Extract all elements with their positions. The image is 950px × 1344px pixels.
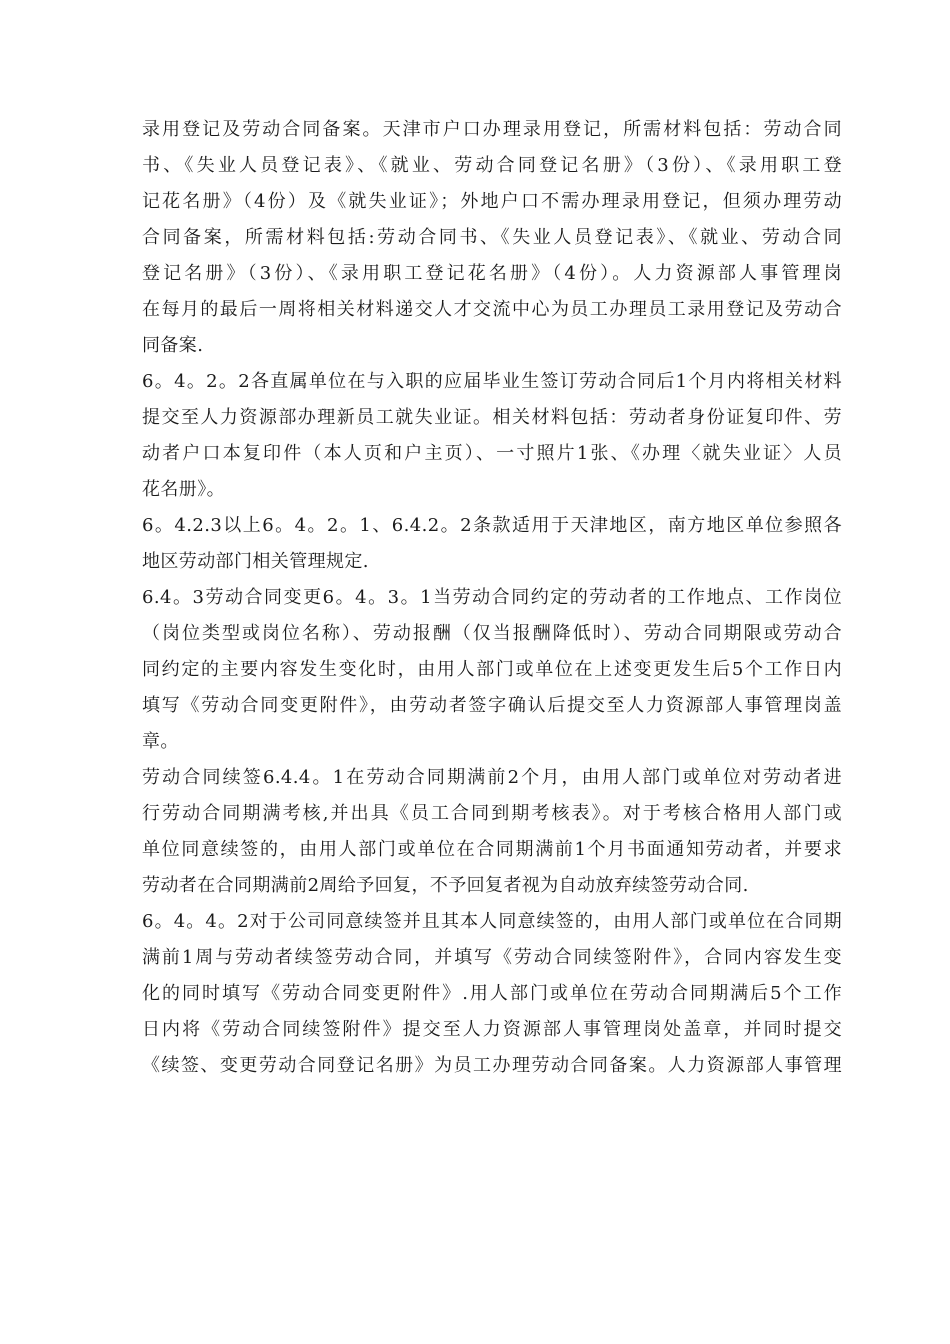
text-line: 提交至人力资源部办理新员工就失业证。相关材料包括：劳动者身份证复印件、劳 [142,407,842,428]
text-line: 书、《失业人员登记表》、《就业、劳动合同登记名册》（3份）、《录用职工登 [142,155,842,176]
paragraph-6-4-2-2 [142,364,842,508]
paragraph-6-4-3-contract-change [142,580,842,760]
paragraph-6-4-4-2 [142,904,842,1084]
text-line: 6.4。3劳动合同变更6。4。3。1当劳动合同约定的劳动者的工作地点、工作岗位 [142,587,842,608]
text-line: 满前1周与劳动者续签劳动合同，并填写《劳动合同续签附件》，合同内容发生变 [142,947,842,968]
text-line: 同备案. [142,335,204,356]
text-line: 单位同意续签的，由用人部门或单位在合同期满前1个月书面通知劳动者，并要求 [142,839,842,860]
paragraph-contract-renewal [142,760,842,904]
text-line: 记花名册》（4份）及《就失业证》；外地户口不需办理录用登记，但须办理劳动 [142,191,842,212]
text-line: 录用登记及劳动合同备案。天津市户口办理录用登记，所需材料包括：劳动合同 [142,119,842,140]
text-line: 地区劳动部门相关管理规定. [142,551,369,572]
text-line: （岗位类型或岗位名称）、劳动报酬（仅当报酬降低时）、劳动合同期限或劳动合 [142,623,842,644]
text-line: 登记名册》（3份）、《录用职工登记花名册》（4份）。人力资源部人事管理岗 [142,263,842,284]
text-line: 劳动者在合同期满前2周给予回复，不予回复者视为自动放弃续签劳动合同. [142,875,749,896]
text-line: 《续签、变更劳动合同登记名册》为员工办理劳动合同备案。人力资源部人事管理 [142,1055,842,1076]
text-line: 同约定的主要内容发生变化时，由用人部门或单位在上述变更发生后5个工作日内 [142,659,842,680]
text-line: 在每月的最后一周将相关材料递交人才交流中心为员工办理员工录用登记及劳动合 [142,299,842,320]
document-body [142,112,842,1084]
text-line: 化的同时填写《劳动合同变更附件》.用人部门或单位在劳动合同期满后5个工作 [142,983,842,1004]
text-line: 日内将《劳动合同续签附件》提交至人力资源部人事管理岗处盖章，并同时提交 [142,1019,842,1040]
text-line: 章。 [142,731,179,752]
text-line: 6。4。4。2对于公司同意续签并且其本人同意续签的，由用人部门或单位在合同期 [142,911,842,932]
text-line: 花名册》。 [142,479,225,500]
paragraph-recording-registration [142,112,842,364]
text-line: 劳动合同续签6.4.4。1在劳动合同期满前2个月，由用人部门或单位对劳动者进 [142,767,842,788]
text-line: 行劳动合同期满考核,并出具《员工合同到期考核表》。对于考核合格用人部门或 [142,803,842,824]
text-line: 6。4。2。2各直属单位在与入职的应届毕业生签订劳动合同后1个月内将相关材料 [142,371,842,392]
paragraph-6-4-2-3 [142,508,842,580]
text-line: 动者户口本复印件（本人页和户主页）、一寸照片1张、《办理〈就失业证〉人员 [142,443,842,464]
text-line: 合同备案，所需材料包括:劳动合同书、《失业人员登记表》、《就业、劳动合同 [142,227,842,248]
text-line: 填写《劳动合同变更附件》，由劳动者签字确认后提交至人力资源部人事管理岗盖 [142,695,842,716]
text-line: 6。4.2.3以上6。4。2。1、6.4.2。2条款适用于天津地区，南方地区单位参照各 [142,515,842,536]
